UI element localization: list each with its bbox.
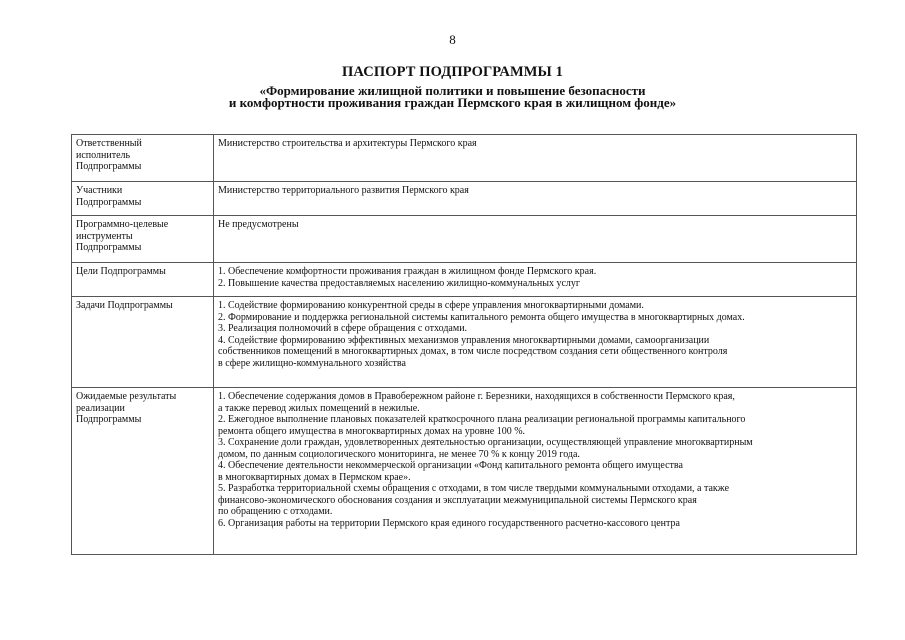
row-content-cell <box>214 135 857 182</box>
table-row-program-instruments <box>72 216 857 263</box>
row-content-cell <box>214 263 857 297</box>
row-content-line: 2. Формирование и поддержка региональной системы капитального ремонта общего имущества в многоквартирных домах. <box>218 311 745 323</box>
row-label-line: Подпрограммы <box>76 161 142 172</box>
row-label-line: реализации <box>76 402 125 414</box>
row-content-line: ремонта общего имущества в многоквартирных домах на уровне 100 %. <box>218 425 526 437</box>
row-content-line: 4. Содействие формированию эффективных механизмов управления многоквартирными домами, самоорганизации <box>218 334 710 346</box>
row-content-line: 1. Обеспечение содержания домов в Правобережном районе г. Березники, находящихся в собственности Пермского края, <box>218 391 735 402</box>
row-content-line: 4. Обеспечение деятельности некоммерческой организации «Фонд капитального ремонта общего имущества <box>218 460 683 471</box>
row-content-line: 6. Организация работы на территории Пермского края единого государственного расчетно-кассового центра <box>218 517 680 529</box>
row-content-line: 1. Содействие формированию конкурентной среды в сфере управления многоквартирными домами. <box>218 300 644 311</box>
document-title: ПАСПОРТ ПОДПРОГРАММЫ 1 <box>342 64 563 80</box>
row-content-cell <box>214 297 857 388</box>
row-label-line: Подпрограммы <box>76 414 142 425</box>
row-label-line: Ожидаемые результаты <box>76 391 177 402</box>
subtitle-line: и комфортности проживания граждан Пермского края в жилищном фонде» <box>228 95 677 110</box>
row-label-line: Программно-целевые <box>76 219 169 230</box>
table-row-participants <box>72 182 857 216</box>
document-subtitle <box>0 85 905 109</box>
row-label-line: исполнитель <box>76 149 131 161</box>
table-row-expected-results <box>72 388 857 555</box>
row-label-line: инструменты <box>76 230 133 242</box>
row-content-line: 2. Ежегодное выполнение плановых показателей краткосрочного плана реализации региональной программы капитального <box>218 414 746 425</box>
row-label-cell <box>72 388 214 555</box>
subtitle-line: «Формирование жилищной политики и повышение безопасности <box>259 83 646 98</box>
row-label-line: Подпрограммы <box>76 196 142 208</box>
row-content-line: 3. Реализация полномочий в сфере обращения с отходами. <box>218 323 468 334</box>
row-label-line: Участники <box>76 185 123 196</box>
row-content-cell <box>214 388 857 555</box>
table-row-goals <box>72 263 857 297</box>
row-label-line: Задачи Подпрограммы <box>76 300 173 311</box>
page-number: 8 <box>449 32 456 47</box>
row-content-line: 5. Разработка территориальной схемы обращения с отходами, в том числе твердыми коммунальными отходами, а также <box>218 483 730 494</box>
row-label-line: Цели Подпрограммы <box>76 266 166 277</box>
row-content-line: а также перевод жилых помещений в нежилые. <box>218 402 420 414</box>
row-label-cell <box>72 182 214 216</box>
row-label-cell <box>72 263 214 297</box>
passport-table <box>71 134 857 555</box>
row-label-line: Подпрограммы <box>76 242 142 253</box>
row-content-line: финансово-экономического обоснования создания и эксплуатации межмуниципальной системы Пермского края <box>218 494 697 506</box>
row-content-line: Министерство территориального развития Пермского края <box>218 185 469 196</box>
row-label-line: Ответственный <box>76 138 142 149</box>
row-content-line: собственников помещений в многоквартирных домах, в том числе посредством создания сети общественного контроля <box>218 346 728 357</box>
row-content-line: 1. Обеспечение комфортности проживания граждан в жилищном фонде Пермского края. <box>218 266 597 277</box>
row-content-line: Министерство строительства и архитектуры Пермского края <box>218 138 477 149</box>
row-content-line: 3. Сохранение доли граждан, удовлетворенных деятельностью организации, осуществляющей управление многоквартирным <box>218 437 753 448</box>
row-label-cell <box>72 216 214 263</box>
table-row-tasks <box>72 297 857 388</box>
row-label-cell <box>72 135 214 182</box>
row-content-line: 2. Повышение качества предоставляемых населению жилищно-коммунальных услуг <box>218 277 580 289</box>
row-label-cell <box>72 297 214 388</box>
table-row-responsible-executor <box>72 135 857 182</box>
row-content-line: в сфере жилищно-коммунального хозяйства <box>218 357 406 369</box>
row-content-line: по обращению с отходами. <box>218 506 333 517</box>
row-content-cell <box>214 182 857 216</box>
row-content-line: в многоквартирных домах в Пермском крае». <box>218 471 411 483</box>
row-content-cell <box>214 216 857 263</box>
row-content-line: Не предусмотрены <box>218 219 299 230</box>
row-content-line: домом, по данным социологического мониторинга, не менее 70 % к концу 2019 года. <box>218 448 580 460</box>
